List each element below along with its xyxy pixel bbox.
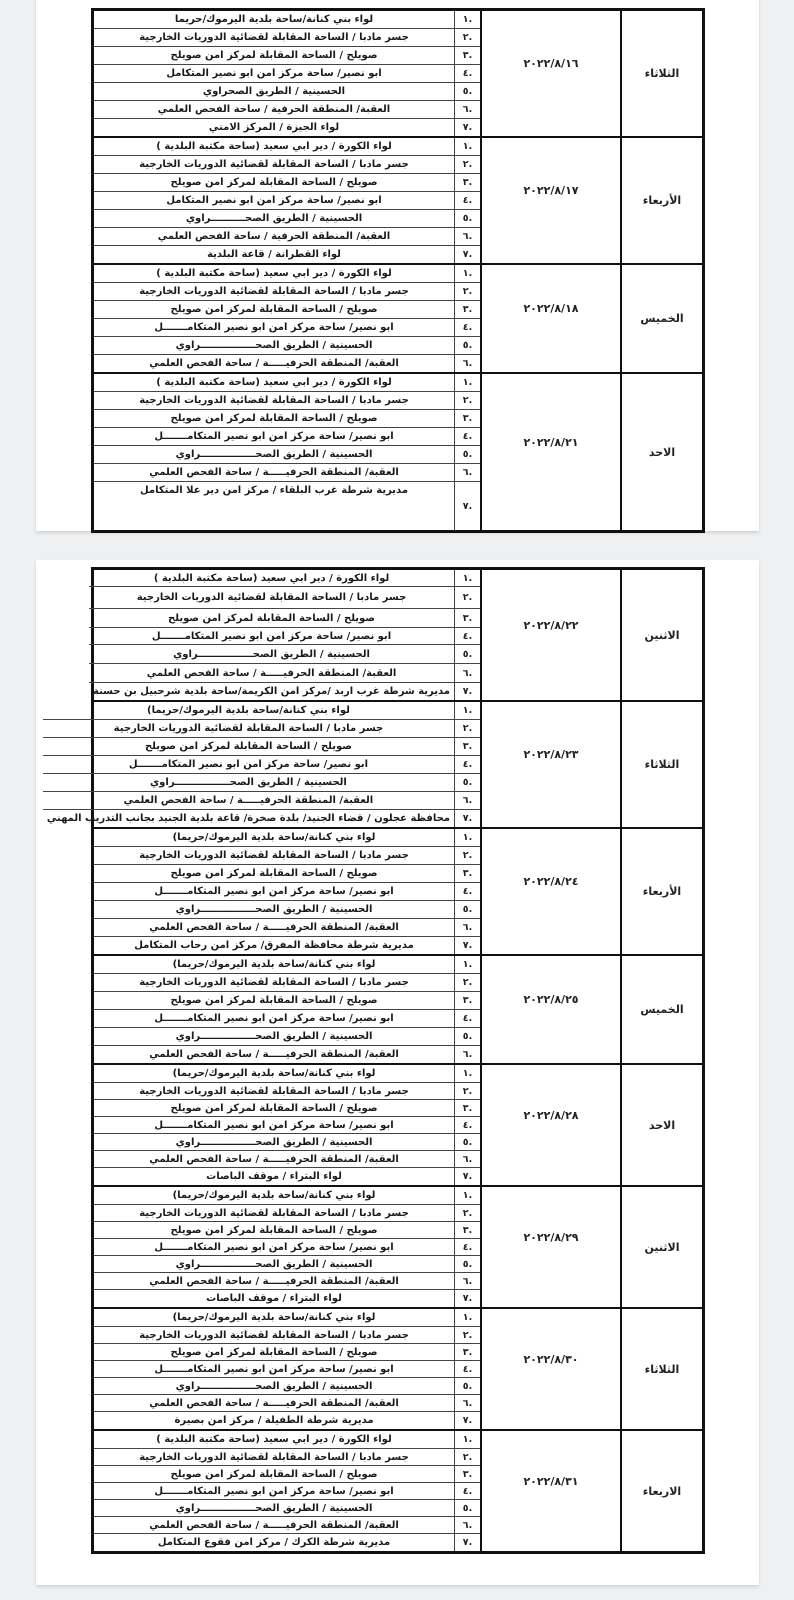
location-cell: العقبة/ المنطقة الحرفيـــــة / ساحة الفحص العلمي (149, 1519, 399, 1531)
location-cell: لواء البتراء / موقف الباصات (206, 1293, 342, 1304)
table-row (89, 570, 480, 586)
document-page-2 (36, 560, 759, 1585)
date-cell: ٢٠٢٢/٨/٢٩ (480, 1187, 620, 1307)
table-row (94, 100, 480, 118)
row-number: .٧ (454, 1534, 480, 1551)
row-number: .٣ (454, 1344, 480, 1360)
table-row (43, 773, 480, 791)
table-row (94, 1255, 480, 1272)
table-row (94, 391, 480, 409)
row-number: .٦ (454, 1046, 480, 1063)
location-cell: الحسينية / الطريق الصحــــــــــــــــراوي (175, 1380, 373, 1392)
day-name-cell: الاثنين (620, 1187, 702, 1307)
location-cell: مديرية شرطة غرب اربد /مركز امن الكريمة/ساحة بلدية شرحبيل بن حسنة (93, 686, 450, 697)
date-cell: ٢٠٢٢/٨/٢٨ (480, 1065, 620, 1185)
row-number: .٧ (454, 937, 480, 954)
row-number: .٦ (454, 919, 480, 936)
row-number: .٣ (454, 992, 480, 1009)
row-number: .٤ (454, 756, 480, 773)
row-number: .٧ (454, 1168, 480, 1185)
table-row (94, 409, 480, 427)
location-cell: جسر مادبا / الساحة المقابلة لقضائية الدوريات الخارجية (139, 850, 409, 861)
date-cell: ٢٠٢٢/٨/٣١ (480, 1431, 620, 1551)
table-row (94, 427, 480, 445)
table-row (89, 586, 480, 608)
location-cell: جسر مادبا / الساحة المقابلة لقضائية الدوريات الخارجية (139, 977, 409, 988)
row-number: .٥ (454, 1028, 480, 1045)
location-cell: صويلح / الساحة المقابلة لمركز امن صويلح (170, 1468, 378, 1480)
table-row (94, 82, 480, 100)
schedule-day-group (94, 1307, 702, 1429)
row-number: .٤ (454, 428, 480, 445)
location-cell: الحسينية / الطريق الصحــــــــــــــــراوي (150, 777, 347, 788)
row-number: .٣ (454, 410, 480, 427)
row-number: .٥ (454, 446, 480, 463)
row-number: .٧ (454, 482, 480, 530)
row-number: .١ (454, 1431, 480, 1448)
table-row (94, 1150, 480, 1167)
row-number: .١ (454, 265, 480, 282)
location-cell: جسر مادبا / الساحة المقابلة لقضائية الدوريات الخارجية (139, 32, 409, 43)
date-cell: ٢٠٢٢/٨/٢١ (480, 374, 620, 530)
table-row (94, 227, 480, 245)
row-number: .٤ (454, 319, 480, 336)
table-row (94, 1027, 480, 1045)
location-cell: العقبة/ المنطقة الحرفيـــــة / ساحة الفحص العلمي (149, 1397, 399, 1409)
table-row (94, 1516, 480, 1533)
location-cell: ابو نصير/ ساحة مركز امن ابو نصير المتكامـــــــل (154, 1363, 394, 1375)
table-row (89, 608, 480, 627)
locations-list (94, 956, 480, 1063)
row-number: .٦ (454, 1151, 480, 1167)
table-row (94, 481, 480, 530)
row-number: .٢ (454, 1449, 480, 1465)
table-row (94, 1326, 480, 1343)
row-number: .٤ (454, 1117, 480, 1133)
row-number: .٥ (454, 1378, 480, 1394)
schedule-day-group (94, 1063, 702, 1185)
location-cell: العقبة/ المنطقة الحرفيـــــة / ساحة الفحص العلمي (149, 358, 399, 369)
table-row (43, 702, 480, 719)
location-cell: مديرية شرطة غرب البلقاء / مركز امن دير علا المتكامل (139, 485, 409, 496)
location-cell: صويلح / الساحة المقابلة لمركز امن صويلح (170, 868, 378, 879)
table-row (94, 882, 480, 900)
location-cell: العقبة/ المنطقة الحرفيـــــة / ساحة الفحص العلمي (149, 1049, 399, 1060)
locations-list (94, 1431, 480, 1551)
locations-list (94, 265, 480, 372)
schedule-day-group (94, 1429, 702, 1551)
location-cell: جسر مادبا / الساحة المقابلة لقضائية الدوريات الخارجية (136, 592, 407, 603)
row-number: .٤ (454, 65, 480, 82)
row-number: .١ (454, 1309, 480, 1326)
table-row (94, 1377, 480, 1394)
schedule-day-group (94, 1185, 702, 1307)
row-number: .٤ (454, 883, 480, 900)
table-row (94, 318, 480, 336)
table-row (94, 846, 480, 864)
row-number: .٢ (454, 587, 480, 608)
row-number: .١ (454, 829, 480, 846)
location-cell: الحسينية / الطريق الصحــــــــــــــــراوي (175, 1258, 373, 1270)
table-row (94, 1411, 480, 1429)
table-row (94, 173, 480, 191)
schedule-day-group (94, 570, 702, 700)
table-row (94, 282, 480, 300)
table-row (89, 627, 480, 644)
row-number: .٥ (454, 337, 480, 354)
table-row (89, 682, 480, 700)
location-cell: العقبة/ المنطقة الحرفيـــــة / ساحة الفحص العلمي (149, 1153, 399, 1165)
location-cell: جسر مادبا / الساحة المقابلة لقضائية الدوريات الخارجية (139, 395, 409, 406)
row-number: .٦ (454, 1273, 480, 1289)
row-number: .١ (454, 702, 480, 719)
table-row (43, 809, 480, 827)
row-number: .٢ (454, 1327, 480, 1343)
row-number: .٢ (454, 156, 480, 173)
day-name-cell: الاحد (620, 1065, 702, 1185)
location-cell: ابو نصير/ ساحة مركز امن ابو نصير المتكامـــــــل (154, 431, 394, 442)
location-cell: صويلح / الساحة المقابلة لمركز امن صويلح (168, 612, 375, 624)
location-cell: ابو نصير/ ساحة مركز امن ابو نصير المتكامـــــــل (154, 322, 394, 333)
row-number: .٧ (454, 810, 480, 827)
table-row (94, 991, 480, 1009)
location-cell: مديرية شرطة محافظة المفرق/ مركز امن رحاب المتكامل (134, 940, 414, 951)
table-row (94, 300, 480, 318)
schedule-table (46, 567, 705, 1554)
location-cell: لواء بني كنانة/ساحة بلدية اليرموك/حريما) (172, 1068, 376, 1079)
location-cell: الحسينية / الطريق الصحــــــــــــــــراوي (175, 1031, 373, 1042)
row-number: .٦ (454, 228, 480, 245)
location-cell: العقبة/ المنطقة الحرفيـــــة / ساحة الفحص العلمي (149, 922, 399, 933)
table-row (94, 11, 480, 28)
location-cell: جسر مادبا / الساحة المقابلة لقضائية الدوريات الخارجية (139, 1451, 409, 1463)
location-cell: جسر مادبا / الساحة المقابلة لقضائية الدوريات الخارجية (139, 1329, 409, 1341)
table-row (94, 1009, 480, 1027)
table-row (94, 463, 480, 481)
location-cell: الحسينية / الطريق الصحراوي (202, 86, 346, 97)
row-number: .٢ (454, 974, 480, 991)
date-cell: ٢٠٢٢/٨/١٧ (480, 138, 620, 263)
document-page-1 (36, 0, 759, 531)
row-number: .١ (454, 1187, 480, 1204)
row-number: .٢ (454, 1205, 480, 1221)
row-number: .١ (454, 138, 480, 155)
row-number: .٥ (454, 83, 480, 100)
table-row (94, 1045, 480, 1063)
locations-list (89, 570, 480, 700)
table-row (94, 1221, 480, 1238)
location-cell: لواء القطرانة / قاعة البلدية (207, 249, 341, 260)
location-cell: الحسينية / الطريق الصحــــــــــــــــراوي (175, 1136, 373, 1148)
location-cell: لواء الكورة / دير ابي سعيد (ساحة مكتبة البلدية ) (156, 377, 392, 388)
location-cell: صويلح / الساحة المقابلة لمركز امن صويلح (170, 50, 378, 61)
location-cell: جسر مادبا / الساحة المقابلة لقضائية الدوريات الخارجية (139, 1085, 409, 1097)
location-cell: ابو نصير/ ساحة مركز امن ابو نصير المتكامـــــــل (151, 630, 392, 642)
row-number: .١ (454, 374, 480, 391)
location-cell: لواء بني كنانة/ساحة بلدية اليرموك/حريما) (172, 1312, 376, 1323)
table-row (94, 118, 480, 136)
location-cell: الحسينية / الطريق الصحــــــــــــــــراوي (175, 1502, 373, 1514)
day-name-cell: الأربعاء (620, 829, 702, 954)
table-row (94, 956, 480, 973)
day-name-cell: الثلاثاء (620, 1309, 702, 1429)
row-number: .١ (454, 570, 480, 586)
location-cell: لواء بني كنانة/ساحة بلدية اليرموك/حريما) (147, 705, 350, 716)
location-cell: ابو نصير/ ساحة مركز امن ابو نصير المتكامـــــــل (154, 1485, 394, 1497)
location-cell: صويلح / الساحة المقابلة لمركز امن صويلح (170, 995, 378, 1006)
row-number: .٤ (454, 628, 480, 644)
table-row (94, 1431, 480, 1448)
table-row (94, 155, 480, 173)
row-number: .٣ (454, 609, 480, 627)
location-cell: صويلح / الساحة المقابلة لمركز امن صويلح (170, 413, 378, 424)
day-name-cell: الثلاثاء (620, 11, 702, 136)
table-row (94, 46, 480, 64)
row-number: .٦ (454, 1395, 480, 1411)
location-cell: الحسينية / الطريق الصحــــــــــراوي (185, 213, 363, 224)
row-number: .٢ (454, 392, 480, 409)
location-cell: لواء بني كنانة/ساحة بلدية اليرموك/حريما) (172, 832, 376, 843)
table-row (94, 445, 480, 463)
location-cell: جسر مادبا / الساحة المقابلة لقضائية الدوريات الخارجية (139, 159, 409, 170)
location-cell: العقبة/ المنطقة الحرفيـــــة / ساحة الفحص العلمي (149, 467, 399, 478)
table-row (94, 354, 480, 372)
day-name-cell: الاربعاء (620, 1431, 702, 1551)
locations-list (94, 1065, 480, 1185)
table-row (94, 864, 480, 882)
date-cell: ٢٠٢٢/٨/٢٢ (480, 570, 620, 700)
location-cell: لواء الكورة / دير ابي سعيد (ساحة مكتبة البلدية ) (156, 1434, 392, 1445)
table-row (94, 209, 480, 227)
location-cell: الحسينية / الطريق الصحــــــــــــــــراوي (175, 340, 373, 351)
location-cell: صويلح / الساحة المقابلة لمركز امن صويلح (170, 177, 378, 188)
location-cell: الحسينية / الطريق الصحــــــــــــــــراوي (175, 449, 373, 460)
location-cell: ابو نصير/ ساحة مركز امن ابو نصير المتكامـــــــل (154, 1119, 394, 1131)
table-row (94, 1360, 480, 1377)
schedule-day-group (94, 372, 702, 530)
row-number: .٣ (454, 1100, 480, 1116)
location-cell: لواء الجيزة / المركز الامني (208, 122, 340, 133)
row-number: .٧ (454, 1412, 480, 1429)
day-name-cell: الاحد (620, 374, 702, 530)
table-row (94, 1394, 480, 1411)
row-number: .٣ (454, 1466, 480, 1482)
row-number: .٦ (454, 464, 480, 481)
table-row (94, 900, 480, 918)
location-cell: لواء الكورة / دير ابي سعيد (ساحة مكتبة البلدية ) (156, 141, 392, 152)
locations-list (94, 1309, 480, 1429)
table-row (43, 791, 480, 809)
row-number: .٣ (454, 301, 480, 318)
day-name-cell: الخميس (620, 265, 702, 372)
row-number: .٣ (454, 1222, 480, 1238)
row-number: .٥ (454, 210, 480, 227)
row-number: .٣ (454, 47, 480, 64)
location-cell: العقبة/ المنطقة الحرفية / ساحة الفحص العلمي (157, 231, 391, 242)
row-number: .٤ (454, 1483, 480, 1499)
row-number: .٣ (454, 738, 480, 755)
row-number: .٥ (454, 774, 480, 791)
table-row (94, 336, 480, 354)
row-number: .٦ (454, 355, 480, 372)
location-cell: ابو نصير/ ساحة مركز امن ابو نصير المتكامـــــــل (154, 1013, 394, 1024)
row-number: .٣ (454, 174, 480, 191)
date-cell: ٢٠٢٢/٨/٣٠ (480, 1309, 620, 1429)
table-row (43, 719, 480, 737)
location-cell: ابو نصير/ ساحة مركز امن ابو نصير المتكامـــــــل (154, 886, 394, 897)
table-row (94, 64, 480, 82)
row-number: .٤ (454, 1010, 480, 1027)
schedule-day-group (94, 263, 702, 372)
date-cell: ٢٠٢٢/٨/٢٣ (480, 702, 620, 827)
locations-list (94, 11, 480, 136)
table-row (94, 1465, 480, 1482)
table-row (94, 1065, 480, 1082)
location-cell: لواء بني كنانة/ساحة بلدية اليرموك/حريما (174, 14, 374, 25)
table-row (94, 1499, 480, 1516)
location-cell: جسر مادبا / الساحة المقابلة لقضائية الدوريات الخارجية (139, 286, 409, 297)
table-row (94, 1238, 480, 1255)
row-number: .٢ (454, 283, 480, 300)
table-row (94, 1272, 480, 1289)
location-cell: مديرية شرطة الطفيلة / مركز امن بصيرة (174, 1415, 374, 1426)
table-row (94, 829, 480, 846)
row-number: .٢ (454, 1083, 480, 1099)
schedule-day-group (94, 11, 702, 136)
day-name-cell: الثلاثاء (620, 702, 702, 827)
location-cell: لواء البتراء / موقف الباصات (206, 1171, 342, 1182)
location-cell: العقبة/ المنطقة الحرفية / ساحة الفحص العلمي (157, 104, 391, 115)
location-cell: صويلح / الساحة المقابلة لمركز امن صويلح (170, 1224, 378, 1236)
location-cell: مديرية شرطة الكرك / مركز امن فقوع المتكامل (157, 1537, 391, 1548)
location-cell: العقبة/ المنطقة الحرفيـــــة / ساحة الفحص العلمي (123, 795, 374, 806)
table-row (94, 1289, 480, 1307)
location-cell: العقبة/ المنطقة الحرفيـــــة / ساحة الفحص العلمي (146, 667, 397, 679)
row-number: .١ (454, 11, 480, 28)
location-cell: صويلح / الساحة المقابلة لمركز امن صويلح (144, 741, 352, 752)
table-row (94, 28, 480, 46)
day-name-cell: الاثنين (620, 570, 702, 700)
table-row (94, 1309, 480, 1326)
location-cell: الحسينية / الطريق الصحــــــــــــــــراوي (173, 648, 370, 660)
day-name-cell: الخميس (620, 956, 702, 1063)
schedule-day-group (94, 954, 702, 1063)
row-number: .٦ (454, 101, 480, 118)
location-cell: صويلح / الساحة المقابلة لمركز امن صويلح (170, 304, 378, 315)
row-number: .٥ (454, 1134, 480, 1150)
row-number: .٧ (454, 246, 480, 263)
schedule-day-group (46, 700, 702, 827)
table-row (94, 1187, 480, 1204)
row-number: .٦ (454, 1517, 480, 1533)
schedule-table (91, 8, 705, 533)
row-number: .٦ (454, 664, 480, 682)
row-number: .٣ (454, 865, 480, 882)
row-number: .٧ (454, 683, 480, 700)
locations-list (94, 138, 480, 263)
table-row (94, 1448, 480, 1465)
date-cell: ٢٠٢٢/٨/١٨ (480, 265, 620, 372)
location-cell: ابو نصير/ ساحة مركز امن ابو نصير المتكامـــــــل (154, 1241, 394, 1253)
table-row (94, 1099, 480, 1116)
row-number: .٥ (454, 901, 480, 918)
locations-list (94, 374, 480, 530)
table-row (94, 918, 480, 936)
table-row (94, 936, 480, 954)
date-cell: ٢٠٢٢/٨/٢٤ (480, 829, 620, 954)
location-cell: العقبة/ المنطقة الحرفيـــــة / ساحة الفحص العلمي (149, 1275, 399, 1287)
row-number: .٥ (454, 645, 480, 663)
table-row (94, 1482, 480, 1499)
location-cell: محافظة عجلون / قضاء الجنيد/ بلدة صخرة/ قاعة بلدية الجنيد بجانب التدريب المهني (46, 813, 450, 824)
row-number: .٥ (454, 1500, 480, 1516)
table-row (94, 245, 480, 263)
date-cell: ٢٠٢٢/٨/١٦ (480, 11, 620, 136)
table-row (94, 191, 480, 209)
row-number: .٢ (454, 847, 480, 864)
day-name-cell: الأربعاء (620, 138, 702, 263)
location-cell: لواء بني كنانة/ساحة بلدية اليرموك/حريما) (172, 959, 376, 970)
table-row (94, 1167, 480, 1185)
table-row (43, 755, 480, 773)
table-row (89, 644, 480, 663)
locations-list (43, 702, 480, 827)
schedule-day-group (94, 827, 702, 954)
location-cell: الحسينية / الطريق الصحــــــــــــــــراوي (175, 904, 373, 915)
locations-list (94, 829, 480, 954)
row-number: .٦ (454, 792, 480, 809)
table-row (89, 663, 480, 682)
table-row (94, 265, 480, 282)
location-cell: لواء بني كنانة/ساحة بلدية اليرموك/حريما) (172, 1190, 376, 1201)
location-cell: لواء الكورة / دير ابي سعيد (ساحة مكتبة البلدية ) (153, 572, 390, 584)
table-row (94, 374, 480, 391)
row-number: .٧ (454, 119, 480, 136)
row-number: .١ (454, 956, 480, 973)
location-cell: ابو نصير/ ساحة مركز امن ابو نصير المتكامل (166, 68, 382, 79)
row-number: .٧ (454, 1290, 480, 1307)
table-row (43, 737, 480, 755)
schedule-day-group (94, 136, 702, 263)
row-number: .٥ (454, 1256, 480, 1272)
table-row (94, 1116, 480, 1133)
table-row (94, 1133, 480, 1150)
location-cell: لواء الكورة / دير ابي سعيد (ساحة مكتبة البلدية ) (156, 268, 392, 279)
table-row (94, 973, 480, 991)
location-cell: ابو نصير/ ساحة مركز امن ابو نصير المتكامل (166, 195, 382, 206)
row-number: .٤ (454, 1361, 480, 1377)
table-row (94, 1343, 480, 1360)
location-cell: صويلح / الساحة المقابلة لمركز امن صويلح (170, 1346, 378, 1358)
table-row (94, 1533, 480, 1551)
row-number: .٢ (454, 720, 480, 737)
row-number: .١ (454, 1065, 480, 1082)
date-cell: ٢٠٢٢/٨/٢٥ (480, 956, 620, 1063)
location-cell: ابو نصير/ ساحة مركز امن ابو نصير المتكامـــــــل (128, 759, 369, 770)
location-cell: صويلح / الساحة المقابلة لمركز امن صويلح (170, 1102, 378, 1114)
location-cell: جسر مادبا / الساحة المقابلة لقضائية الدوريات الخارجية (113, 723, 384, 734)
row-number: .٤ (454, 192, 480, 209)
location-cell: جسر مادبا / الساحة المقابلة لقضائية الدوريات الخارجية (139, 1207, 409, 1219)
row-number: .٢ (454, 29, 480, 46)
table-row (94, 138, 480, 155)
table-row (94, 1204, 480, 1221)
locations-list (94, 1187, 480, 1307)
row-number: .٤ (454, 1239, 480, 1255)
table-row (94, 1082, 480, 1099)
